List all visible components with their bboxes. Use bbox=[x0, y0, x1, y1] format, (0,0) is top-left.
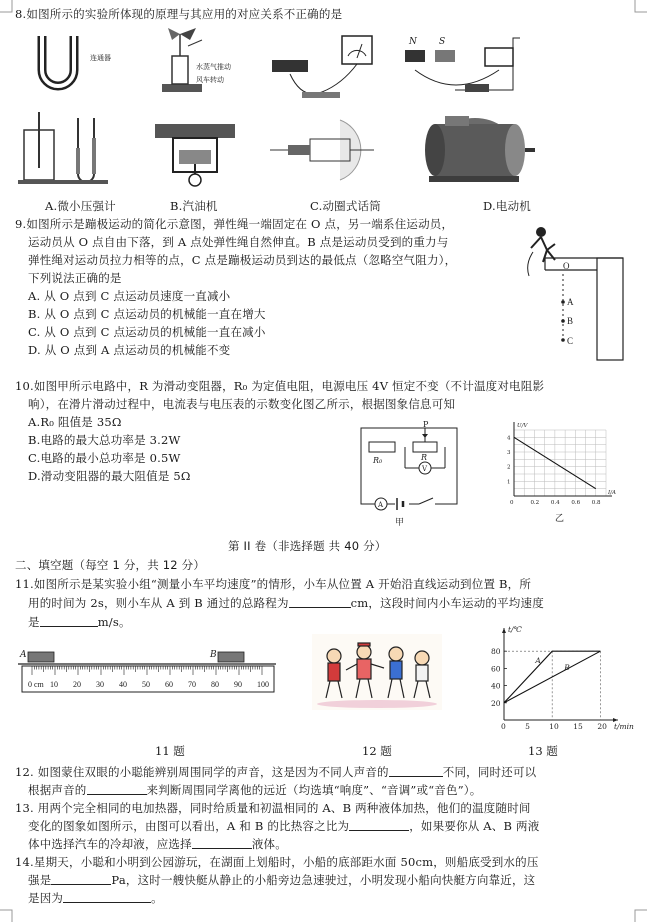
q10-y-tick-label: 3 bbox=[507, 450, 511, 456]
crop-mark-top-right bbox=[633, 0, 647, 14]
bungee-label-c: C bbox=[567, 336, 574, 346]
steam-label-1: 水蒸气推动 bbox=[196, 63, 231, 71]
q11-line-1: 11.如图所示是某实验小组“测量小车平均速度”的情形，小车从位置 A 开始沿直线运动到位置 B，所 bbox=[15, 577, 532, 591]
q10-x-tick-label: 0.6 bbox=[571, 500, 581, 506]
q12-blank-2[interactable] bbox=[87, 783, 147, 795]
circuit-label-p: P bbox=[423, 420, 429, 429]
q11-line-2-text-a: 用的时间为 2s，则小车从 A 到 B 通过的总路程为 bbox=[28, 596, 289, 610]
ruler-figure bbox=[18, 644, 280, 700]
q8-option-a: A.微小压强计 bbox=[45, 199, 116, 213]
q13-y-tick-label: 80 bbox=[491, 647, 501, 657]
q13-x-axis-label: t/min bbox=[614, 722, 634, 731]
ruler-tick-label: 40 bbox=[119, 680, 127, 689]
q14-line-3-text-a: 是因为 bbox=[28, 891, 64, 905]
svg-text:N: N bbox=[409, 37, 417, 47]
q11-line-2 bbox=[28, 595, 544, 611]
q10-x-axis-label: I/A bbox=[608, 490, 616, 496]
ruler-tick-label: 30 bbox=[96, 680, 104, 689]
q14-line-2-text-a: 强是 bbox=[28, 873, 52, 887]
q10-ui-graph bbox=[500, 420, 620, 510]
children-game-image bbox=[312, 634, 442, 710]
q9-option-a: A. 从 O 点到 C 点运动员速度一直减小 bbox=[28, 289, 231, 303]
q10-x-tick-label: 0.4 bbox=[550, 500, 560, 506]
q10-line-2: 响），在滑片滑动过程中，电流表与电压表的示数变化图乙所示，根据图象信息可知 bbox=[28, 397, 456, 411]
ruler-tick-label: 90 bbox=[234, 680, 242, 689]
q8-option-d: D.电动机 bbox=[483, 199, 531, 213]
circuit-label-v: V bbox=[422, 465, 428, 473]
q13-series-label: A bbox=[535, 656, 541, 666]
q11-line-3-text-b: m/s。 bbox=[97, 615, 131, 629]
q13-line-3 bbox=[28, 836, 287, 852]
q13-x-tick-label: 0 bbox=[501, 722, 506, 731]
q13-line-3-text-a: 体中选择汽车的冷却液，应选择 bbox=[28, 837, 192, 851]
q14-line-2-text-b: Pa，这时一艘快艇从静止的小船旁边急速驶过，小明发现小船向快艇方向靠近，这 bbox=[111, 873, 536, 887]
circuit-label-r0: R₀ bbox=[373, 456, 383, 465]
q13-y-tick-label: 60 bbox=[491, 664, 501, 674]
bungee-label-b: B bbox=[567, 316, 574, 326]
circuit-label-r: R bbox=[421, 453, 428, 462]
motor-circuit-image bbox=[395, 30, 535, 106]
crop-mark-bottom-left bbox=[0, 908, 14, 922]
q13-series-b bbox=[504, 651, 600, 703]
q13-y-arrow bbox=[502, 628, 506, 633]
q14-line-3 bbox=[28, 890, 163, 906]
ruler-tick-label: 60 bbox=[165, 680, 173, 689]
q10-y-axis-label: U/V bbox=[517, 423, 528, 429]
q9-line-2: 运动员从 O 点自由下落，到 A 点处弹性绳自然伸直。B 点是运动员受到的重力与 bbox=[28, 235, 449, 249]
q10-y-tick-label: 1 bbox=[507, 479, 511, 486]
q12-blank-1[interactable] bbox=[389, 765, 443, 777]
ruler-tick-label: 20 bbox=[73, 680, 81, 689]
svg-text:S: S bbox=[439, 37, 446, 47]
q11-line-3-text-a: 是 bbox=[28, 615, 40, 629]
q10-y-tick-label: 2 bbox=[507, 464, 511, 471]
circuit-caption: 甲 bbox=[395, 518, 405, 528]
bungee-label-a: A bbox=[567, 297, 574, 307]
connector-u-tube-image bbox=[28, 30, 138, 100]
q8-option-c: C.动圈式话筒 bbox=[310, 199, 381, 213]
ruler-tick-label: 0 cm bbox=[28, 680, 44, 689]
ruler-tick-label: 100 bbox=[257, 680, 269, 689]
ruler-label-b: B bbox=[210, 650, 217, 660]
q12-line-1 bbox=[15, 764, 536, 780]
steam-label-2: 风车转动 bbox=[196, 76, 224, 84]
q11-line-3 bbox=[28, 614, 131, 630]
q13-line-2-text-b: ，如果要你从 A、B 两液 bbox=[409, 819, 540, 833]
q9-line-1: 9.如图所示是蹦极运动的简化示意图，弹性绳一端固定在 O 点，另一端系住运动员， bbox=[15, 217, 454, 231]
q14-blank-reason[interactable] bbox=[63, 891, 151, 903]
q12-line-1-text-a: 12. 如图蒙住双眼的小聪能辨别周围同学的声音，这是因为不同人声音的 bbox=[15, 765, 389, 779]
q10-line-1: 10.如图甲所示电路中，R 为滑动变阻器，R₀ 为定值电阻，电源电压 4V 恒定不变（不计温度对电阻影 bbox=[15, 379, 545, 393]
galvanometer-coil-image bbox=[262, 30, 392, 106]
q14-line-1: 14.星期天，小聪和小明到公园游玩，在湖面上划船时，小船的底部距水面 50cm，则船底受到水的压 bbox=[15, 855, 539, 869]
q9-line-4: 下列说法正确的是 bbox=[28, 271, 122, 285]
ruler-label-a: A bbox=[20, 650, 27, 660]
q13-line-3-text-b: 液体。 bbox=[251, 837, 287, 851]
q12-line-2 bbox=[28, 782, 481, 798]
q14-blank-pressure[interactable] bbox=[51, 873, 111, 885]
electric-motor-image bbox=[415, 104, 535, 190]
ruler-tick-label: 70 bbox=[188, 680, 196, 689]
q10-x-tick-label: 0.8 bbox=[591, 500, 601, 506]
q10-option-a: A.R₀ 阻值是 35Ω bbox=[28, 415, 122, 429]
cart-at-a bbox=[28, 652, 54, 662]
q13-y-tick-label: 20 bbox=[491, 698, 501, 708]
q8-stem: 8.如图所示的实验所体现的原理与其应用的对应关系不正确的是 bbox=[15, 7, 343, 21]
fig-caption-13: 13 题 bbox=[528, 744, 558, 758]
crop-mark-bottom-right bbox=[633, 908, 647, 922]
crop-mark-top-left bbox=[0, 0, 14, 14]
bungee-figure bbox=[525, 222, 635, 362]
connector-label: 连通器 bbox=[90, 54, 111, 62]
q13-blank-liquid[interactable] bbox=[192, 837, 252, 849]
q10-graph-caption: 乙 bbox=[555, 514, 565, 524]
q12-line-1-text-b: 不同，同时还可以 bbox=[442, 765, 537, 779]
q14-line-2 bbox=[28, 872, 535, 888]
fig-caption-12: 12 题 bbox=[362, 744, 392, 758]
ruler-tick-label: 10 bbox=[50, 680, 58, 689]
q10-option-b: B.电路的最大总功率是 3.2W bbox=[28, 433, 181, 447]
cart-at-b bbox=[218, 652, 244, 662]
q11-blank-distance[interactable] bbox=[289, 596, 351, 608]
fig-caption-11: 11 题 bbox=[155, 744, 185, 758]
q13-x-tick-label: 20 bbox=[597, 722, 607, 731]
q14-line-3-text-b: 。 bbox=[151, 891, 163, 905]
microphone-image bbox=[270, 115, 390, 185]
part2-title: 第 II 卷（非选择题 共 40 分） bbox=[228, 539, 387, 553]
bungee-label-o: O bbox=[563, 261, 570, 271]
q10-x-tick-label: 0.2 bbox=[530, 500, 540, 506]
q9-line-3: 弹性绳对运动员拉力相等的点，C 点是蹦极运动员到达的最低点（忽略空气阻力）， bbox=[28, 253, 457, 267]
q13-line-2 bbox=[28, 818, 539, 834]
q13-series-label: B bbox=[564, 663, 570, 673]
q10-x-tick-label: 0 bbox=[510, 500, 514, 506]
q11-line-2-text-b: cm，这段时间内小车运动的平均速度 bbox=[350, 596, 544, 610]
q13-line-2-text-a: 变化的图象如图所示，由图可以看出，A 和 B 的比热容之比为 bbox=[28, 819, 350, 833]
q12-line-2-text-a: 根据声音的 bbox=[28, 783, 87, 797]
ruler-tick-label: 80 bbox=[211, 680, 219, 689]
q13-x-tick-label: 10 bbox=[549, 722, 559, 731]
q9-option-b: B. 从 O 点到 C 点运动员的机械能一直在增大 bbox=[28, 307, 266, 321]
q8-option-b: B.汽油机 bbox=[170, 199, 218, 213]
circuit-label-a: A bbox=[378, 501, 384, 509]
q13-y-tick-label: 40 bbox=[491, 681, 501, 691]
q10-y-tick-label: 4 bbox=[507, 435, 511, 442]
q11-blank-speed[interactable] bbox=[40, 615, 98, 627]
q10-option-c: C.电路的最小总功率是 0.5W bbox=[28, 451, 181, 465]
section2-heading: 二、填空题（每空 1 分，共 12 分） bbox=[15, 558, 206, 572]
q10-option-d: D.滑动变阻器的最大阻值是 5Ω bbox=[28, 469, 191, 483]
q13-blank-ratio[interactable] bbox=[349, 819, 409, 831]
pressure-gauge-image bbox=[18, 108, 108, 188]
engine-cylinder-image bbox=[145, 110, 245, 190]
q9-option-d: D. 从 O 点到 A 点运动员的机械能不变 bbox=[28, 343, 231, 357]
circuit-diagram bbox=[355, 418, 465, 516]
q13-x-tick-label: 15 bbox=[573, 722, 583, 731]
q12-line-2-text-b: 来判断周围同学离他的远近（均选填“响度”、“音调”或“音色”）。 bbox=[146, 783, 482, 797]
q13-y-axis-label: t/℃ bbox=[508, 625, 522, 634]
q13-temperature-graph bbox=[478, 622, 638, 732]
q13-line-1: 13. 用两个完全相同的电加热器，同时给质量和初温相同的 A、B 两种液体加热，他们的温度随时间 bbox=[15, 801, 531, 815]
q9-option-c: C. 从 O 点到 C 点运动员的机械能一直在减小 bbox=[28, 325, 266, 339]
q13-x-tick-label: 5 bbox=[525, 722, 530, 731]
ruler-tick-label: 50 bbox=[142, 680, 150, 689]
